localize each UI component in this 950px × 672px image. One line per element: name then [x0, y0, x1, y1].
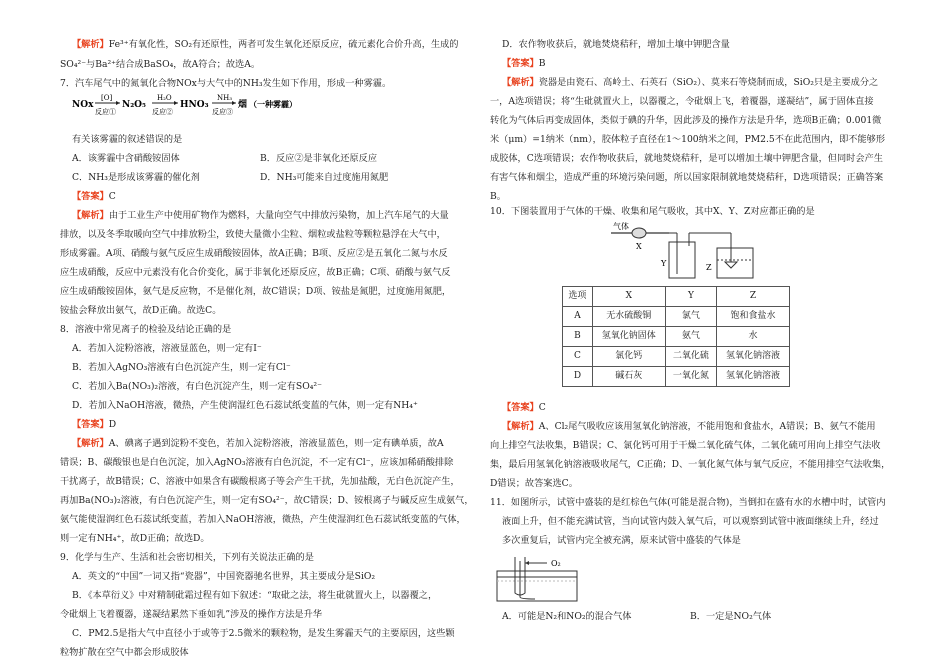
q8-option-d: D．若加入NaOH溶液，微热，产生使润湿红色石蕊试纸变蓝的气体，则一定有NH₄⁺ — [72, 400, 418, 411]
table-cell: 一氧化氮 — [665, 367, 716, 387]
q7-option-b: B．反应②是非氧化还原反应 — [260, 153, 378, 164]
q9-option-c-1: C．PM2.5是指大气中直径小于或等于2.5微米的颗粒物，是发生雾霾天气的主要原因，这些颗 — [72, 628, 455, 639]
q7-analysis-6: 铵盐会释放出氨气，故D正确。故选C。 — [60, 305, 222, 316]
q7-option-c: C．NH₃是形成该雾霾的催化剂 — [72, 172, 200, 183]
scheme-arrowhead-3 — [232, 101, 236, 105]
analysis-tag: 【解析】 — [72, 210, 109, 221]
table-cell: 水 — [717, 327, 790, 347]
analysis-tag: 【解析】 — [502, 421, 539, 432]
fig-funnel — [725, 262, 737, 268]
q8-answer: 【答案】D — [72, 419, 117, 430]
analysis-tag: 【解析】 — [72, 39, 109, 50]
q11-option-a: A．可能是N₂和NO₂的混合气体 — [502, 611, 632, 622]
table-row — [563, 327, 790, 347]
q10-analysis-3: 集，最后用氢氧化钠溶液吸收尾气，C正确；D、一氧化氮气体与氧气反应，不能用排空气法收集， — [490, 459, 891, 470]
q11-stem-1: 11．如图所示，试管中盛装的是红棕色气体(可能是混合物)，当倒扣在盛有水的水槽中时，试管内 — [490, 497, 886, 508]
q9-analysis-3: 转化为气体后再变成固体，类似于碘的升华，因此涉及的操作方法是升华，选项B正确；0.001微 — [490, 115, 882, 126]
fig-z-label: Z — [706, 263, 712, 272]
q9-analysis-5: 成胶体，C选项错误；农作物收获后，就地焚烧秸秆，是可以增加土壤中钾肥含量，但同时会产生 — [490, 153, 883, 164]
q8-analysis-2: 错误；B、碳酸银也是白色沉淀，加入AgNO₃溶液有白色沉淀，不一定有Cl⁻，应该加稀硝酸排除 — [60, 457, 454, 468]
analysis-tag: 【解析】 — [72, 438, 109, 449]
q8-analysis-3: 干扰离子，故B错误；C、溶液中如果含有碳酸根离子等会产生干扰，先加盐酸，无白色沉淀产生， — [60, 476, 460, 487]
q9-option-b-1: B．《本草衍义》中对精制砒霜过程有如下叙述：“取砒之法，将生砒就置火上，以器覆之， — [72, 590, 438, 601]
table-header: X — [592, 287, 665, 307]
table-row — [563, 347, 790, 367]
scheme-smoke-note: （一种雾霾） — [249, 99, 297, 109]
q11-option-b: B．一定是NO₂气体 — [690, 611, 772, 622]
q7-analysis-4: 应生成硝酸，反应中元素没有化合价变化，属于非氧化还原反应，故B正确；C项、硝酸与氨气反 — [60, 267, 451, 278]
scheme-c1: 反应① — [95, 108, 116, 116]
table-header-row — [563, 287, 790, 307]
q7-analysis-3: 形成雾霾。A项、硝酸与氨气反应生成硝酸铵固体，故A正确；B项、反应②是五氧化二氮与水反 — [60, 248, 448, 259]
scheme-nox: NOx — [72, 100, 94, 110]
q9-analysis-2: 一，A选项错误；将“生砒就置火上，以器覆之，令砒烟上飞，着覆器，遂凝结”，属于固体直接 — [490, 96, 874, 107]
q7-stem: 7．汽车尾气中的氮氧化合物NOx与大气中的NH₃发生如下作用，形成一种雾霾。 — [60, 78, 392, 89]
q6-analysis-line-2: SO₄²⁻与Ba²⁺结合成BaSO₄，故A符合；故选A。 — [60, 59, 261, 70]
q8-stem: 8．溶液中常见离子的检验及结论正确的是 — [60, 324, 232, 335]
q8-option-c: C．若加入Ba(NO₃)₂溶液，有白色沉淀产生，则一定有SO₄²⁻ — [72, 381, 322, 392]
q7-reaction-scheme — [72, 91, 297, 123]
q9-analysis-7: B。 — [490, 191, 506, 202]
q9-answer: 【答案】B — [502, 58, 546, 69]
q7-question: 有关该雾霾的叙述错误的是 — [72, 134, 183, 145]
table-cell: 氨气 — [665, 327, 716, 347]
q7-answer: 【答案】C — [72, 191, 116, 202]
table-cell: 二氧化硫 — [665, 347, 716, 367]
fig-x-label: X — [636, 242, 642, 251]
q8-option-b: B．若加入AgNO₃溶液有白色沉淀产生，则一定有Cl⁻ — [72, 362, 291, 373]
q10-analysis-2: 向上排空气法收集，B错误；C、氯化钙可用于干燥二氧化硫气体，二氧化硫可用向上排空气法收 — [490, 440, 881, 451]
table-cell: 氯气 — [665, 307, 716, 327]
analysis-tag: 【解析】 — [502, 77, 539, 88]
table-row — [563, 307, 790, 327]
q9-option-a: A．英文的“中国”一词又指“瓷器”，中国瓷器驰名世界，其主要成分是SiO₂ — [72, 571, 376, 582]
fig-drying-tube-x — [632, 228, 646, 238]
q7-analysis-5: 应生成硝酸铵固体，氨气是反应物，不是催化剂，故C错误；D项、铵盐是氮肥，过度施用氮肥， — [60, 286, 452, 297]
scheme-hno3: HNO₃ — [180, 100, 209, 110]
table-cell: 无水硫酸铜 — [592, 307, 665, 327]
scheme-c3: 反应③ — [212, 108, 233, 116]
q8-analysis-5: 氨气能使湿润红色石蕊试纸变蓝，若加入NaOH溶液，微热，产生使湿润红色石蕊试纸变蓝的气体， — [60, 514, 466, 525]
table-cell: 氢氧化钠固体 — [592, 327, 665, 347]
answer-tag: 【答案】 — [502, 402, 539, 413]
q9-option-d: D．农作物收获后，就地焚烧秸秆，增加土壤中钾肥含量 — [502, 39, 730, 50]
scheme-smoke: 烟 — [238, 100, 248, 110]
q7-option-a: A．该雾霾中含硝酸铵固体 — [72, 153, 180, 164]
q7-analysis-2: 排放，以及冬季取暖向空气中排放粉尘，致使大量微小尘粒、烟粒或盐粒等颗粒悬浮在大气中， — [60, 229, 446, 240]
q8-analysis-4: 再加Ba(NO₃)₂溶液，有白色沉淀产生，则一定有SO₄²⁻，故C错误；D、铵根离子与碱反应生成氨气， — [60, 495, 474, 506]
q9-analysis-4: 米（μm）=1纳米（nm），胶体粒子直径在1～100纳米之间，PM2.5不在此范围内，即不能够形 — [490, 134, 886, 145]
q6-analysis-line-1: 【解析】Fe³⁺有氧化性，SO₂有还原性，两者可发生氧化还原反应，硫元素化合价升高，生成的 — [72, 39, 459, 50]
q10-options-table — [562, 286, 790, 387]
table-cell: 饱和食盐水 — [717, 307, 790, 327]
scheme-r3: NH₃ — [217, 94, 233, 102]
table-header: 选项 — [563, 287, 593, 307]
scheme-c2: 反应② — [152, 108, 173, 116]
table-cell: B — [563, 327, 593, 347]
answer-tag: 【答案】 — [72, 191, 109, 202]
fig-y-label: Y — [661, 259, 667, 268]
q7-option-d: D．NH₃可能来自过度施用氮肥 — [260, 172, 389, 183]
table-header: Z — [717, 287, 790, 307]
q11-stem-3: 多次重复后，试管内完全被充满，原来试管中盛装的气体是 — [502, 535, 741, 546]
scheme-arrowhead-1 — [116, 101, 120, 105]
table-cell: 氢氧化钠溶液 — [717, 367, 790, 387]
table-cell: A — [563, 307, 593, 327]
q9-stem: 9．化学与生产、生活和社会密切相关，下列有关说法正确的是 — [60, 552, 314, 563]
scheme-r2: H₂O — [157, 94, 172, 102]
q10-answer: 【答案】C — [502, 402, 546, 413]
fig-bottle-y — [669, 242, 695, 278]
scheme-arrowhead-2 — [174, 101, 178, 105]
fig-o2-bend — [520, 597, 535, 599]
table-cell: 氢氧化钠溶液 — [717, 347, 790, 367]
q11-trough-figure — [495, 553, 585, 603]
q10-stem: 10．下图装置用于气体的干燥、收集和尾气吸收，其中X、Y、Z对应都正确的是 — [490, 206, 815, 217]
table-cell: D — [563, 367, 593, 387]
table-row — [563, 367, 790, 387]
table-cell: C — [563, 347, 593, 367]
scheme-r1: [O] — [101, 94, 113, 102]
q9-option-b-2: 令砒烟上飞着覆器，遂凝结累然下垂如乳”涉及的操作方法是升华 — [60, 609, 322, 620]
fig-trough — [497, 571, 577, 601]
q8-analysis-1: 【解析】A、碘离子遇到淀粉不变色，若加入淀粉溶液，溶液显蓝色，则一定有碘单质，故A — [72, 438, 444, 449]
q10-analysis-4: D错误；故答案选C。 — [490, 478, 578, 489]
table-header: Y — [665, 287, 716, 307]
q10-apparatus-figure — [605, 218, 785, 280]
q11-stem-2: 液面上升，但不能充满试管，当向试管内鼓入氧气后，可以观察到试管中液面继续上升，经过 — [502, 516, 879, 527]
answer-tag: 【答案】 — [502, 58, 539, 69]
q10-analysis-1: 【解析】A、Cl₂尾气吸收应该用氢氧化钠溶液，不能用饱和食盐水，A错误；B、氨气不能用 — [502, 421, 876, 432]
table-cell: 氯化钙 — [592, 347, 665, 367]
q9-option-c-2: 粒物扩散在空气中都会形成胶体 — [60, 647, 189, 658]
q8-option-a: A．若加入淀粉溶液，溶液显蓝色，则一定有I⁻ — [72, 343, 262, 354]
table-cell: 碱石灰 — [592, 367, 665, 387]
fig-o2-label: O₂ — [551, 559, 561, 568]
q9-analysis-1: 【解析】瓷器是由瓷石、高岭土、石英石（SiO₂）、莫来石等烧制而成，SiO₂只是主要成分之 — [502, 77, 879, 88]
answer-tag: 【答案】 — [72, 419, 109, 430]
fig-gas-label: 气体 — [613, 222, 629, 231]
fig-o2-arrowhead — [525, 561, 529, 565]
fig-beaker-z — [717, 248, 753, 278]
q8-analysis-6: 则一定有NH₄⁺，故D正确；故选D。 — [60, 533, 210, 544]
scheme-n2o5: N₂O₅ — [122, 100, 146, 110]
q7-analysis-1: 【解析】由于工业生产中使用矿物作为燃料，大量向空气中排放污染物，加上汽车尾气的大量 — [72, 210, 449, 221]
q9-analysis-6: 有害气体和烟尘，造成严重的环境污染问题，所以国家限制就地焚烧秸秆，D选项错误；正确答案 — [490, 172, 884, 183]
